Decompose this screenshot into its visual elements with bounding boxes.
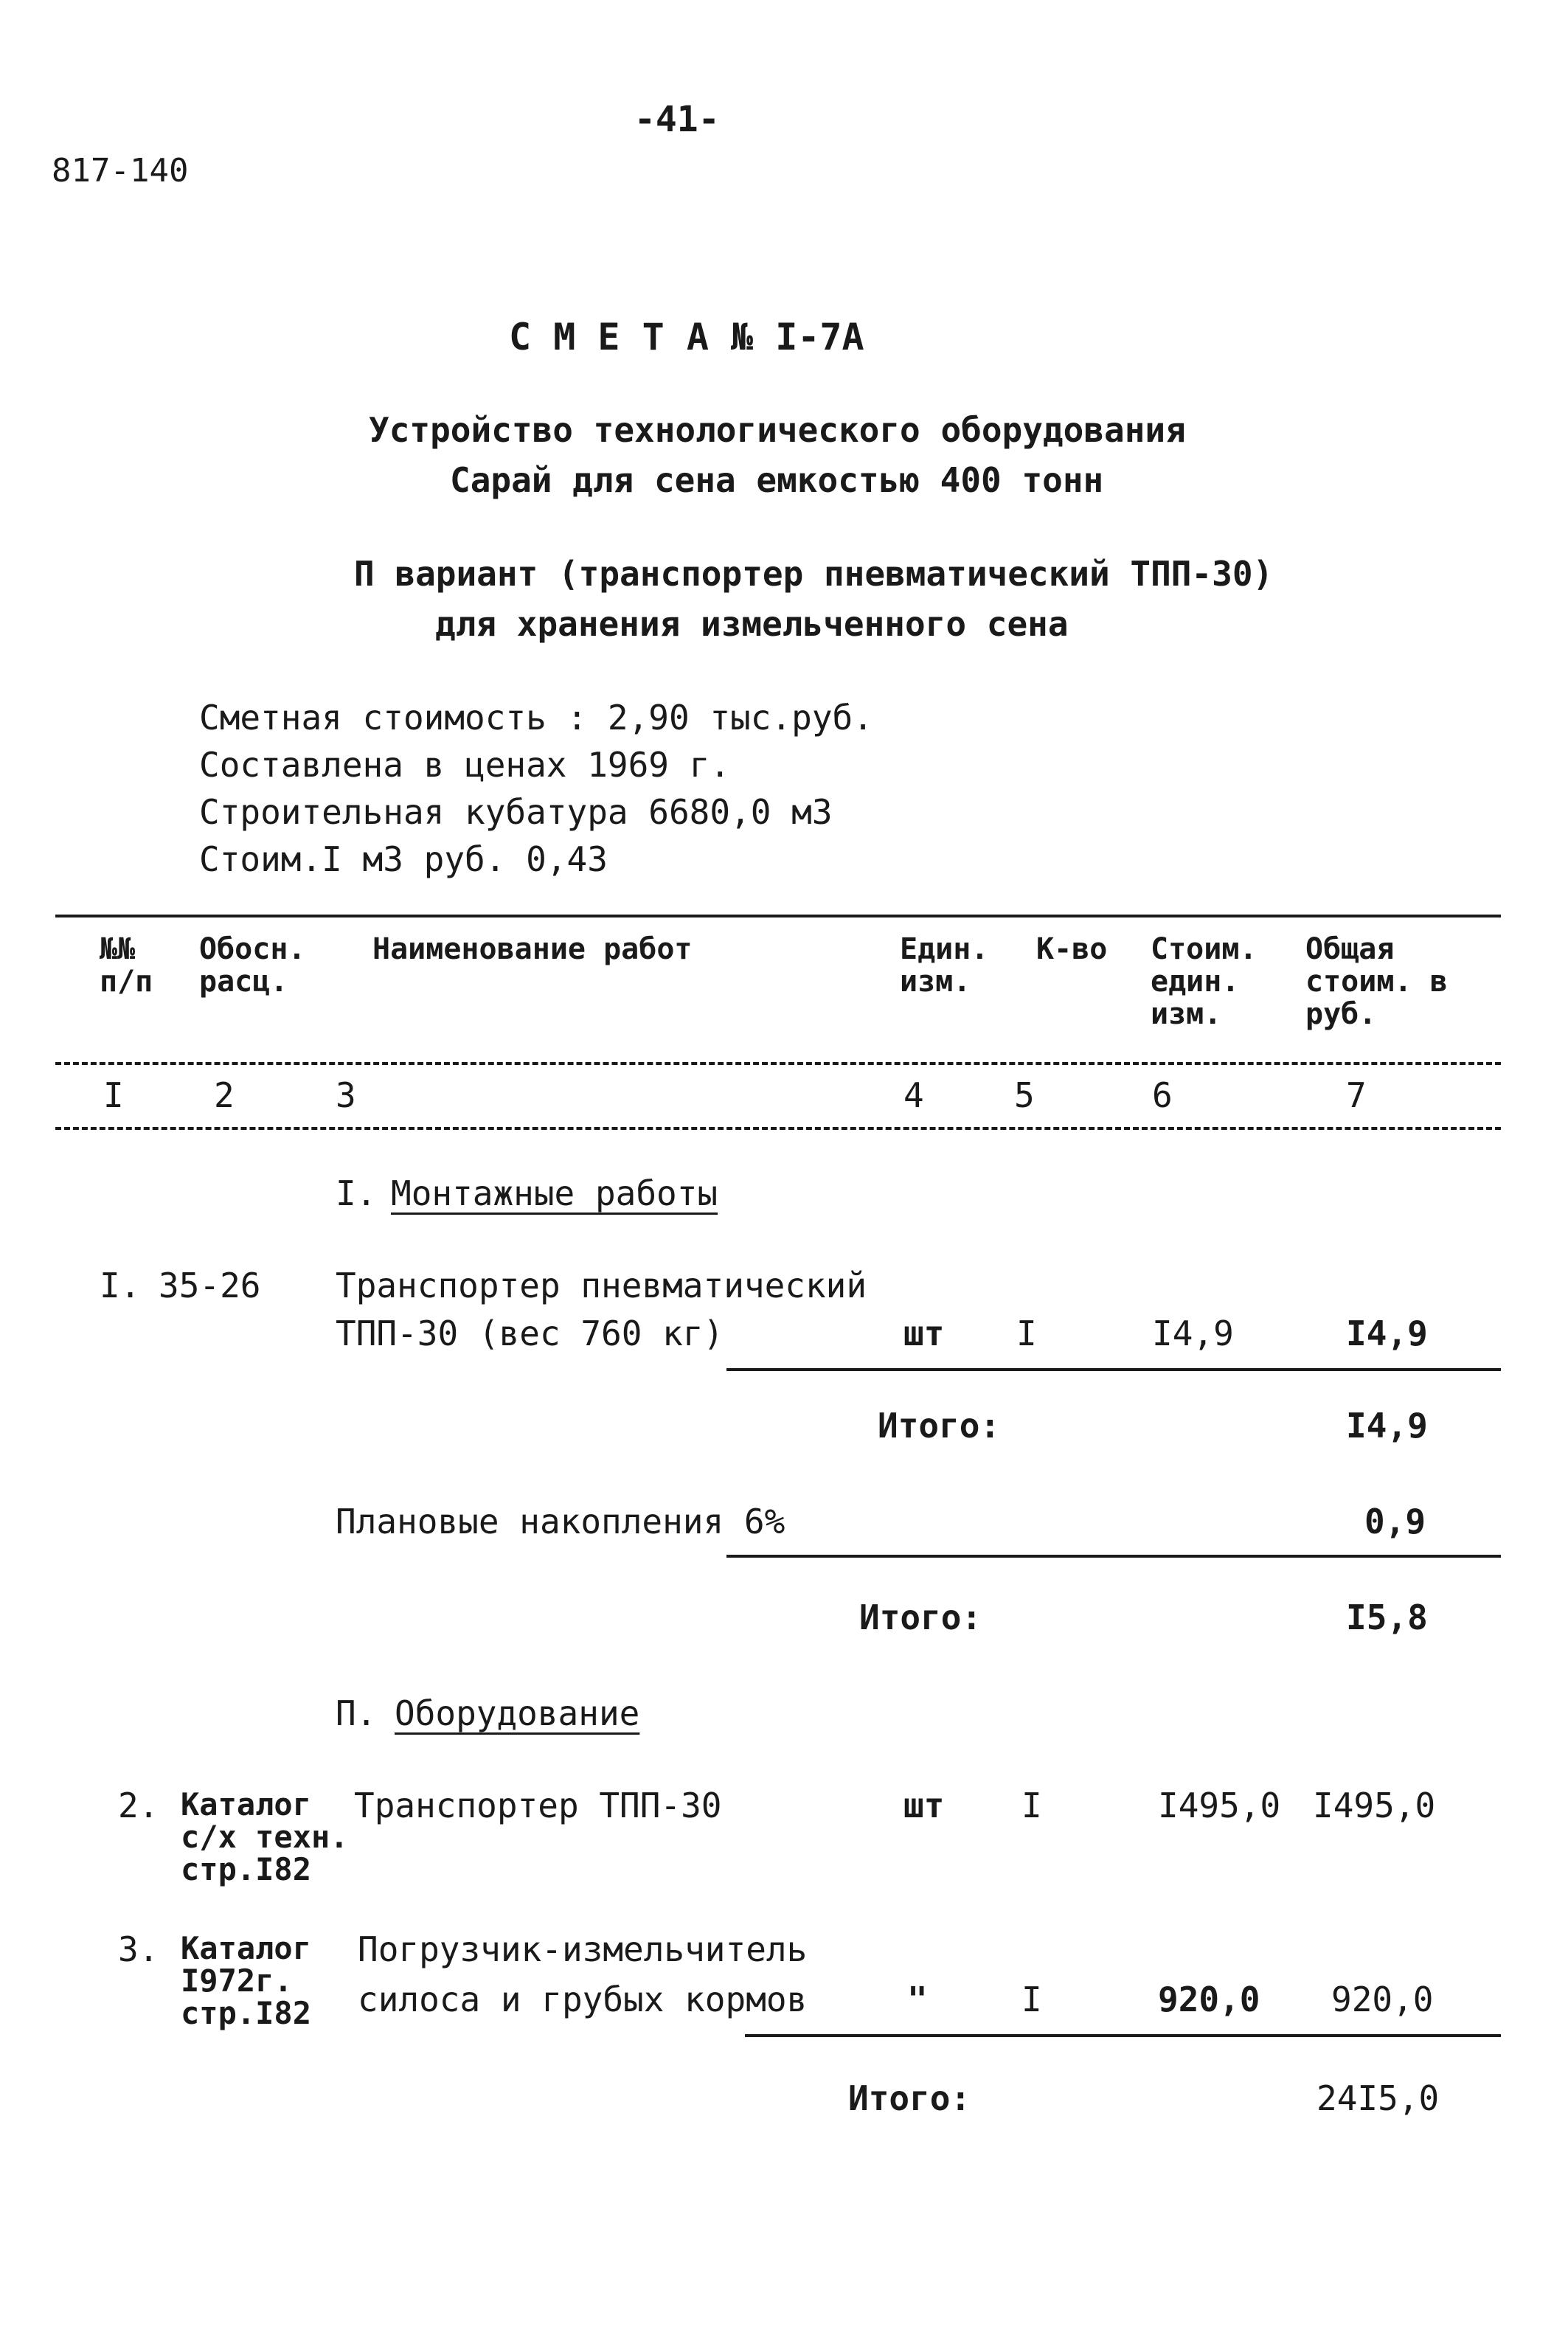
section-2-number: П. [336, 1693, 377, 1733]
row-2-quantity: I [1021, 1786, 1042, 1825]
section-1-total-label: Итого: [859, 1598, 982, 1637]
planned-accumulation-label: Плановые накопления 6% [336, 1502, 785, 1541]
row-3-number: 3. [118, 1929, 159, 1969]
estimated-cost: Сметная стоимость : 2,90 тыс.руб. [199, 698, 873, 738]
row-2-number: 2. [118, 1786, 159, 1825]
section-2-total-label: Итого: [848, 2078, 971, 2118]
prices-year: Составлена в ценах 1969 г. [199, 745, 731, 785]
col-number-4: 4 [903, 1075, 924, 1115]
document-code: 817-140 [52, 152, 189, 190]
variant-line-1: П вариант (транспортер пневматический ТПП-30) [354, 554, 1274, 594]
section-1-number: I. [336, 1173, 377, 1213]
row-1-rule [726, 1368, 1501, 1371]
row-3-name-line-2: силоса и грубых кормов [358, 1980, 808, 2019]
col-number-2: 2 [214, 1075, 235, 1115]
variant-line-2: для хранения измельченного сена [435, 604, 1069, 644]
row-1-basis: 35-26 [159, 1266, 261, 1305]
row-1-total: I4,9 [1346, 1314, 1428, 1353]
row-2-total: I495,0 [1313, 1786, 1436, 1825]
heading-line-2: Сарай для сена емкостью 400 тонн [450, 460, 1104, 500]
building-volume: Строительная кубатура 6680,0 м3 [199, 792, 833, 832]
col-header-total-cost: Общая стоим. в руб. [1305, 932, 1448, 1031]
row-2-basis: Каталог с/х техн. стр.I82 [181, 1786, 349, 1888]
unit-volume-cost: Стоим.I м3 руб. 0,43 [199, 839, 608, 879]
row-3-name-line-1: Погрузчик-измельчитель [358, 1929, 808, 1969]
table-numbers-rule [55, 1127, 1501, 1130]
row-3-quantity: I [1021, 1980, 1042, 2019]
row-1-unit: шт [903, 1314, 945, 1353]
estimate-title: С М Е Т А № I-7А [509, 316, 864, 358]
table-header-rule [55, 1062, 1501, 1065]
section-1-total: I5,8 [1346, 1598, 1428, 1637]
col-number-5: 5 [1014, 1075, 1035, 1115]
row-3-total: 920,0 [1331, 1980, 1434, 2019]
col-header-unit: Един. изм. [900, 932, 989, 999]
row-1-name-line-2: ТПП-30 (вес 760 кг) [336, 1314, 724, 1353]
section-1-subtotal: I4,9 [1346, 1406, 1428, 1446]
col-header-name: Наименование работ [372, 932, 693, 966]
col-number-7: 7 [1346, 1075, 1367, 1115]
row-3-rule [745, 2034, 1501, 2037]
row-3-unit-cost: 920,0 [1158, 1980, 1260, 2019]
row-2-unit: шт [903, 1786, 945, 1825]
planned-accumulation-value: 0,9 [1364, 1502, 1426, 1541]
page-number: -41- [634, 99, 720, 140]
row-3-unit: " [907, 1980, 928, 2019]
row-1-number: I. [100, 1266, 141, 1305]
section-2-title: Оборудование [395, 1693, 640, 1733]
col-number-1: I [103, 1075, 124, 1115]
row-1-quantity: I [1016, 1314, 1037, 1353]
section-2-total: 24I5,0 [1317, 2078, 1440, 2118]
row-1-unit-cost: I4,9 [1152, 1314, 1234, 1353]
col-number-6: 6 [1152, 1075, 1173, 1115]
col-header-number: №№ п/п [100, 932, 153, 999]
col-number-3: 3 [336, 1075, 356, 1115]
col-header-quantity: К-во [1036, 932, 1108, 966]
section-1-title: Монтажные работы [391, 1173, 718, 1213]
section-1-subtotal-label: Итого: [878, 1406, 1001, 1446]
table-top-rule [55, 915, 1501, 917]
row-1-name-line-1: Транспортер пневматический [336, 1266, 867, 1305]
col-header-basis: Обосн. расц. [199, 932, 306, 999]
col-header-unit-cost: Стоим. един. изм. [1151, 932, 1257, 1031]
accumulation-rule [726, 1555, 1501, 1558]
row-2-name: Транспортер ТПП-30 [354, 1786, 722, 1825]
row-2-unit-cost: I495,0 [1158, 1786, 1281, 1825]
row-3-basis: Каталог I972г. стр.I82 [181, 1930, 312, 2032]
heading-line-1: Устройство технологического оборудования [369, 410, 1186, 450]
